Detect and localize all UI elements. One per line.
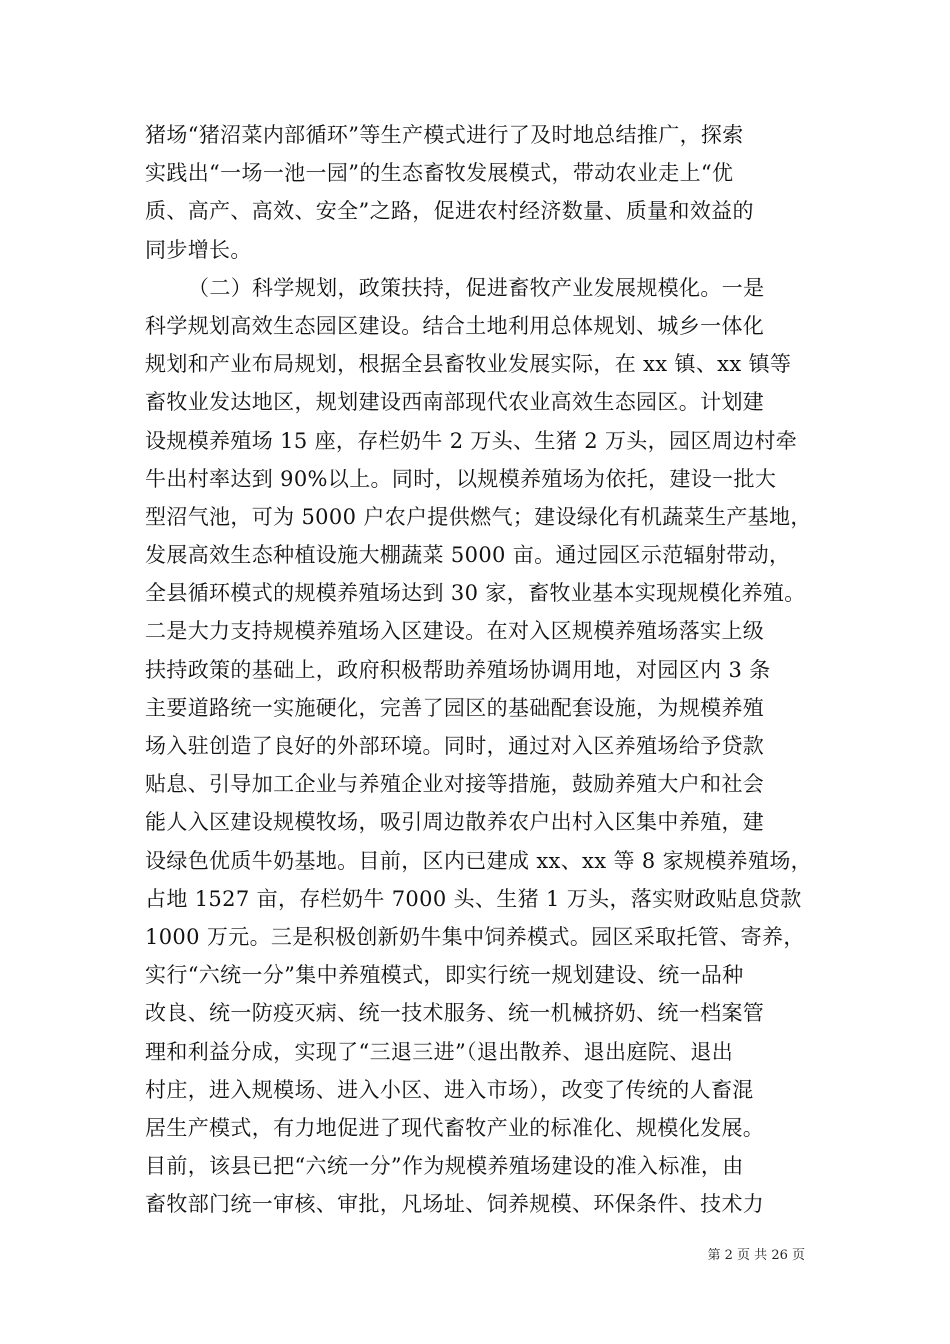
paragraph-start-line: （二）科学规划，政策扶持，促进畜牧产业发展规模化。一是: [188, 275, 765, 300]
text-line: 猪场“猪沼菜内部循环”等生产模式进行了及时地总结推广，探索: [145, 123, 744, 147]
text-line: 1000 万元。三是积极创新奶牛集中饲养模式。园区采取托管、寄养，: [145, 924, 805, 949]
text-line: 目前，该县已把“六统一分”作为规模养殖场建设的准入标准，由: [145, 1154, 744, 1179]
text-line: 牛出村率达到 90%以上。同时，以规模养殖场为依托，建设一批大: [145, 466, 777, 491]
page-number: 第 2 页 共 26 页: [707, 1248, 805, 1263]
text-line: 主要道路统一实施硬化，完善了园区的基础配套设施，为规模养殖: [145, 695, 765, 720]
text-line: 理和利益分成，实现了“三退三进”（退出散养、退出庭院、退出: [145, 1039, 734, 1064]
text-line: 占地 1527 亩，存栏奶牛 7000 头、生猪 1 万头，落实财政贴息贷款: [145, 886, 802, 911]
text-line: 发展高效生态种植设施大棚蔬菜 5000 亩。通过园区示范辐射带动，: [145, 543, 791, 568]
text-line: 规划和产业布局规划，根据全县畜牧业发展实际，在 xx 镇、xx 镇等: [145, 352, 792, 377]
text-line: 型沼气池，可为 5000 户农户提供燃气；建设绿化有机蔬菜生产基地，: [145, 504, 812, 529]
text-line: 实践出“一场一池一园”的生态畜牧发展模式，带动农业走上“优: [145, 161, 734, 186]
text-line: 改良、统一防疫灭病、统一技术服务、统一机械挤奶、统一档案管: [145, 1001, 765, 1026]
text-line: 畜牧业发达地区，规划建设西南部现代农业高效生态园区。计划建: [145, 390, 765, 415]
text-line: 场入驻创造了良好的外部环境。同时，通过对入区养殖场给予贷款: [145, 734, 765, 758]
text-line: 科学规划高效生态园区建设。结合土地利用总体规划、城乡一体化: [145, 313, 765, 338]
text-line: 二是大力支持规模养殖场入区建设。在对入区规模养殖场落实上级: [145, 619, 765, 644]
text-line: 设绿色优质牛奶基地。目前，区内已建成 xx、xx 等 8 家规模养殖场，: [145, 848, 813, 873]
text-line: 畜牧部门统一审核、审批，凡场址、饲养规模、环保条件、技术力: [145, 1192, 765, 1217]
body-text: [145, 116, 813, 1223]
text-line: 贴息、引导加工企业与养殖企业对接等措施，鼓励养殖大户和社会: [145, 772, 765, 797]
text-line: 全县循环模式的规模养殖场达到 30 家，畜牧业基本实现规模化养殖。: [145, 581, 806, 606]
text-line: 设规模养殖场 15 座，存栏奶牛 2 万头、生猪 2 万头，园区周边村牵: [145, 428, 798, 453]
text-line: 同步增长。: [145, 237, 252, 262]
text-line: 扶持政策的基础上，政府积极帮助养殖场协调用地，对园区内 3 条: [145, 657, 771, 682]
text-line: 村庄，进入规模场、进入小区、进入市场），改变了传统的人畜混: [145, 1077, 754, 1102]
text-line: 质、高产、高效、安全”之路，促进农村经济数量、质量和效益的: [145, 199, 754, 224]
text-line: 居生产模式，有力地促进了现代畜牧产业的标准化、规模化发展。: [145, 1115, 765, 1140]
text-line: 能人入区建设规模牧场，吸引周边散养农户出村入区集中养殖，建: [145, 810, 765, 835]
text-line: 实行“六统一分”集中养殖模式，即实行统一规划建设、统一品种: [145, 963, 744, 988]
